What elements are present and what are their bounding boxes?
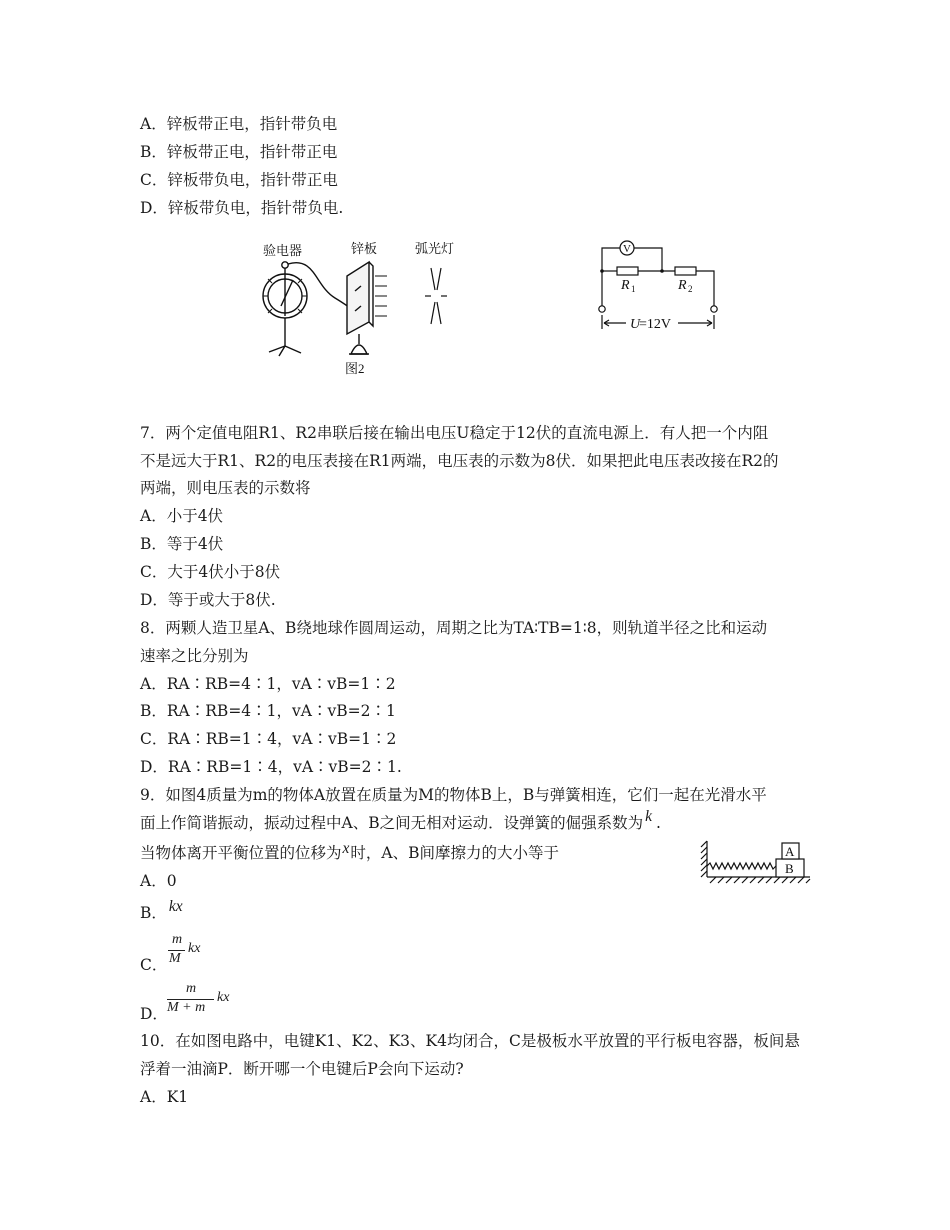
expr-kx: kx (168, 898, 183, 915)
voltage-symbol: U (630, 317, 641, 332)
q9-text-line-1: 9．如图4质量为m的物体A放置在质量为M的物体B上，B与弹簧相连，它们一起在光滑水平 (140, 786, 767, 804)
q7-text-line-1: 7．两个定值电阻R1、R2串联后接在输出电压U稳定于12伏的直流电源上．有人把一个内阻 (140, 424, 769, 442)
arc-lamp-drawing (425, 268, 447, 324)
label-electroscope: 验电器 (263, 243, 303, 258)
q6-option-c: C．锌板带负电，指针带正电 (140, 171, 338, 189)
symbol-k: k (645, 808, 652, 825)
q9-option-b: B． kx (140, 898, 183, 922)
q8-option-c: C．RA∶RB=1∶4，vA∶vB=1∶2 (140, 730, 397, 748)
q6-option-a: A．锌板带正电，指针带负电 (140, 115, 338, 133)
block-a-label: A (785, 844, 795, 859)
q6-option-d: D．锌板带负电，指针带负电. (140, 199, 344, 217)
q8-option-a: A．RA∶RB=4∶1，vA∶vB=1∶2 (140, 675, 396, 693)
figure-2-caption: 图2 (345, 361, 365, 376)
q9-text-line-3: 当物体离开平衡位置的位移为x时，A、B间摩擦力的大小等于 (140, 840, 559, 862)
figure-2-electroscope (255, 236, 475, 386)
electroscope-drawing (263, 262, 359, 356)
q9-option-d-fraction: m M + m kx (167, 981, 230, 1015)
voltmeter-label: V (623, 243, 631, 255)
label-arc-lamp: 弧光灯 (415, 241, 455, 256)
symbol-x: x (342, 840, 350, 857)
r1-label: R (621, 278, 630, 293)
q8-option-b: B．RA∶RB=4∶1，vA∶vB=2∶1 (140, 702, 396, 720)
q7-text-line-2: 不是远大于R1、R2的电压表接在R1两端，电压表的示数为8伏．如果把此电压表改接在R2的 (140, 452, 779, 470)
q9-option-a: A．0 (140, 872, 177, 890)
q9-text-line-2: 面上作简谐振动，振动过程中A、B之间无相对运动．设弹簧的倔强系数为 k . (140, 808, 661, 832)
light-arrows (375, 276, 387, 316)
q7-option-c: C．大于4伏小于8伏 (140, 563, 281, 581)
q10-option-a: A．K1 (140, 1088, 189, 1106)
r1-subscript: 1 (631, 284, 636, 294)
q6-option-b: B．锌板带正电，指针带正电 (140, 143, 338, 161)
q7-option-b: B．等于4伏 (140, 535, 224, 553)
q10-text-line-2: 浮着一油滴P．断开哪一个电键后P会向下运动? (140, 1060, 464, 1078)
q8-text-line-2: 速率之比分别为 (140, 647, 249, 665)
r2-subscript: 2 (688, 284, 693, 294)
q7-option-a: A．小于4伏 (140, 507, 224, 525)
figure-4-spring-blocks (700, 837, 812, 887)
q9-option-c-label: C． (140, 956, 168, 974)
zinc-plate-drawing (347, 262, 373, 354)
figure-circuit (592, 236, 724, 336)
q7-option-d: D．等于或大于8伏. (140, 591, 276, 609)
block-b-label: B (785, 861, 794, 876)
voltage-value: =12V (639, 317, 672, 332)
terminal-right (711, 306, 717, 312)
q9-option-c-fraction: m M kx (169, 932, 201, 966)
q7-text-line-3: 两端，则电压表的示数将 (140, 479, 311, 497)
q9-option-d-label: D． (140, 1005, 168, 1023)
q8-option-d: D．RA∶RB=1∶4，vA∶vB=2∶1. (140, 758, 402, 776)
q10-text-line-1: 10．在如图电路中，电键K1、K2、K3、K4均闭合，C是极板水平放置的平行板电容器，板间悬 (140, 1032, 800, 1050)
label-zinc-plate: 锌板 (351, 241, 378, 256)
q8-text-line-1: 8．两颗人造卫星A、B绕地球作圆周运动，周期之比为TA∶TB=1∶8，则轨道半径之比和运动 (140, 619, 768, 637)
r2-label: R (678, 278, 687, 293)
terminal-left (599, 306, 605, 312)
